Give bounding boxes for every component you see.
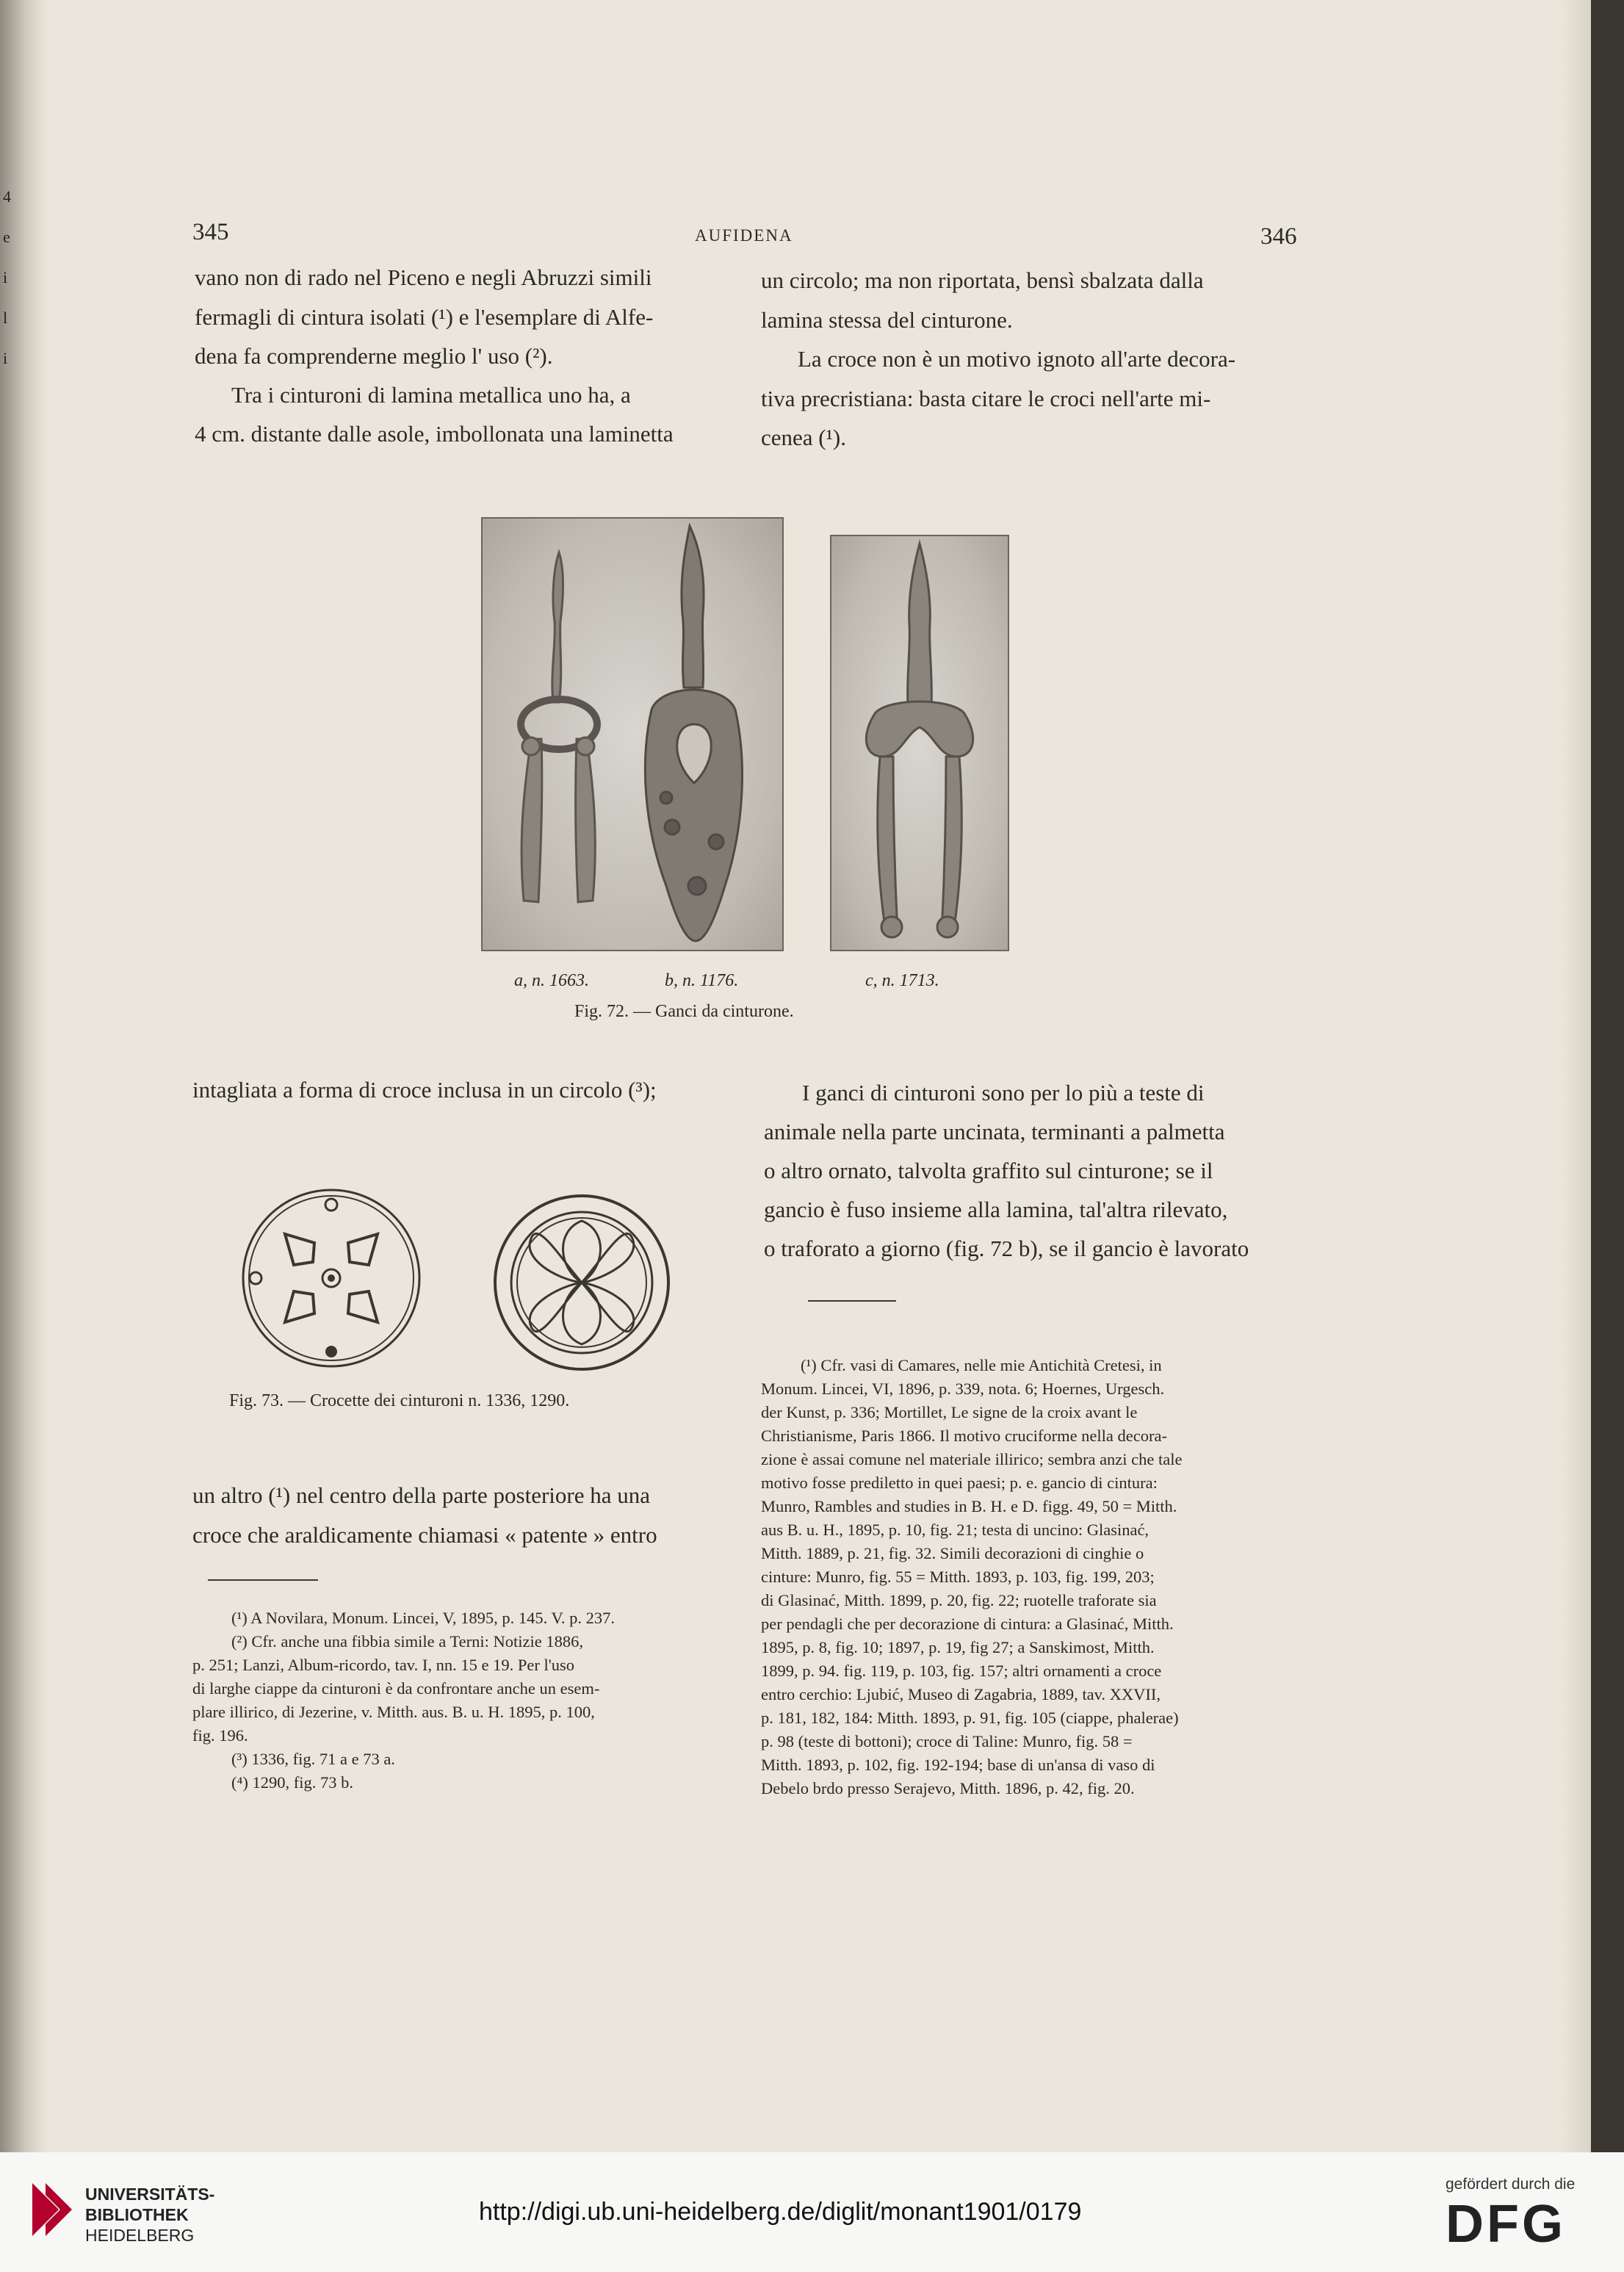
text-line: vano non di rado nel Piceno e negli Abruzzi simili — [195, 264, 652, 290]
footnote-line: entro cerchio: Ljubić, Museo di Zagabria, 1889, tav. XXVII, — [761, 1685, 1161, 1703]
footnote-line: Munro, Rambles and studies in B. H. e D. figg. 49, 50 = Mitth. — [761, 1497, 1177, 1515]
fig72-label-b: b, n. 1176. — [665, 971, 739, 990]
footnote-line: (³) 1336, fig. 71 a e 73 a. — [231, 1750, 395, 1768]
fig73b-cross-disc — [488, 1193, 679, 1377]
footnote-line: (¹) A Novilara, Monum. Lincei, V, 1895, p. 145. V. p. 237. — [231, 1609, 615, 1627]
text-line: 4 cm. distante dalle asole, imbollonata una laminetta — [195, 421, 674, 447]
footnote-line: p. 251; Lanzi, Album-ricordo, tav. I, nn. 15 e 19. Per l'uso — [192, 1656, 575, 1674]
footnote-line: Mitth. 1893, p. 102, fig. 192-194; base di un'ansa di vaso di — [761, 1756, 1155, 1774]
text-line: un circolo; ma non riportata, bensì sbalzata dalla — [761, 267, 1204, 293]
margin-mark: e — [3, 228, 10, 246]
running-title: AUFIDENA — [695, 226, 793, 245]
fig72-photo-c — [830, 535, 1009, 951]
footnote-line: p. 98 (teste di bottoni); croce di Taline: Munro, fig. 58 = — [761, 1732, 1133, 1750]
text-line: fermagli di cintura isolati (¹) e l'esemplare di Alfe- — [195, 304, 654, 330]
funded-by-text: gefördert durch die — [1446, 2176, 1576, 2193]
footnote-line: di Glasinać, Mitth. 1899, p. 20, fig. 22; ruotelle traforate sia — [761, 1591, 1157, 1609]
footnote-line: zione è assai comune nel materiale illirico; sembra anzi che tale — [761, 1450, 1183, 1468]
footnote-line: di larghe ciappe da cinturoni è da confrontare anche un esem- — [192, 1679, 600, 1698]
text-line: dena fa comprenderne meglio l' uso (²). — [195, 343, 553, 369]
margin-mark: i — [3, 349, 8, 367]
library-name-line1: UNIVERSITÄTS- — [85, 2185, 215, 2204]
text-line: gancio è fuso insieme alla lamina, tal'altra rilevato, — [764, 1197, 1228, 1222]
library-name-line2: BIBLIOTHEK — [85, 2205, 189, 2224]
dfg-logo: DFG — [1446, 2195, 1566, 2254]
margin-mark: i — [3, 268, 8, 286]
footnote-line: Debelo brdo presso Serajevo, Mitth. 1896, p. 42, fig. 20. — [761, 1779, 1135, 1797]
fig72-caption: Fig. 72. — Ganci da cinturone. — [574, 1002, 794, 1021]
text-line: tiva precristiana: basta citare le croci nell'arte mi- — [761, 386, 1211, 411]
footnote-line: per pendagli che per decorazione di cintura: a Glasinać, Mitth. — [761, 1615, 1174, 1633]
viewer-footer — [0, 2152, 1624, 2272]
left-margin-marks — [3, 176, 15, 378]
footnote-line: cinture: Munro, fig. 55 = Mitth. 1893, p. 103, fig. 199, 203; — [761, 1568, 1155, 1586]
footnote-line: motivo fosse prediletto in quei paesi; p. e. gancio di cintura: — [761, 1474, 1158, 1492]
footnote-line: fig. 196. — [192, 1726, 248, 1745]
text-line: animale nella parte uncinata, terminanti a palmetta — [764, 1119, 1225, 1144]
footnote-line: Monum. Lincei, VI, 1896, p. 339, nota. 6; Hoernes, Urgesch. — [761, 1380, 1165, 1398]
footnote-line: 1899, p. 94. fig. 119, p. 103, fig. 157; altri ornamenti a croce — [761, 1662, 1162, 1680]
fig72-label-c: c, n. 1713. — [865, 971, 939, 990]
text-line: un altro (¹) nel centro della parte posteriore ha una — [192, 1482, 650, 1508]
text-line: croce che araldicamente chiamasi « patente » entro — [192, 1522, 657, 1548]
footnote-line: 1895, p. 8, fig. 10; 1897, p. 19, fig 27; a Sanskimost, Mitth. — [761, 1638, 1155, 1656]
fig73-caption: Fig. 73. — Crocette dei cinturoni n. 1336, 1290. — [229, 1391, 570, 1410]
footnote-line: aus B. u. H., 1895, p. 10, fig. 21; testa di uncino: Glasinać, — [761, 1521, 1150, 1539]
page-number-left: 345 — [192, 219, 229, 245]
belt-hook-c-illustration — [831, 536, 1008, 950]
footnote-line: (²) Cfr. anche una fibbia simile a Terni: Notizie 1886, — [231, 1632, 583, 1651]
footnote-line: Mitth. 1889, p. 21, fig. 32. Simili decorazioni di cinghie o — [761, 1544, 1144, 1562]
margin-mark: l — [3, 309, 8, 327]
text-line: I ganci di cinturoni sono per lo più a teste di — [802, 1080, 1205, 1106]
text-line: o traforato a giorno (fig. 72 b), se il gancio è lavorato — [764, 1236, 1249, 1261]
text-line: cenea (¹). — [761, 425, 846, 450]
text-line: o altro ornato, talvolta graffito sul cinturone; se il — [764, 1158, 1213, 1183]
document-url-link[interactable]: http://digi.ub.uni-heidelberg.de/diglit/monant1901/0179 — [479, 2198, 1082, 2226]
footnote-line: der Kunst, p. 336; Mortillet, Le signe de la croix avant le — [761, 1403, 1138, 1421]
belt-hooks-ab-illustration — [483, 519, 782, 950]
scan-right-strip — [1591, 0, 1624, 2152]
footnote-separator — [208, 1579, 318, 1581]
page-right-edge — [1560, 0, 1591, 2152]
text-line: La croce non è un motivo ignoto all'arte decora- — [798, 346, 1236, 372]
footnote-separator — [808, 1300, 896, 1302]
fig72-photo-ab — [481, 517, 784, 951]
footnote-line: (⁴) 1290, fig. 73 b. — [231, 1773, 353, 1792]
text-line: lamina stessa del cinturone. — [761, 307, 1013, 333]
footnote-line: Christianisme, Paris 1866. Il motivo cruciforme nella decora- — [761, 1427, 1167, 1445]
fig72-label-a: a, n. 1663. — [514, 971, 589, 990]
margin-mark: 4 — [3, 187, 11, 206]
library-name-line3: HEIDELBERG — [85, 2226, 195, 2245]
fig73a-cross-disc — [234, 1183, 432, 1374]
university-library-logo-icon — [29, 2180, 75, 2239]
text-line: intagliata a forma di croce inclusa in un circolo (³); — [192, 1077, 657, 1103]
footnote-line: (¹) Cfr. vasi di Camares, nelle mie Antichità Cretesi, in — [801, 1356, 1162, 1374]
text-line: Tra i cinturoni di lamina metallica uno ha, a — [231, 382, 631, 408]
page-number-right: 346 — [1260, 223, 1297, 250]
footnote-line: p. 181, 182, 184: Mitth. 1893, p. 91, fig. 105 (ciappe, phalerae) — [761, 1709, 1179, 1727]
footnote-line: plare illirico, di Jezerine, v. Mitth. aus. B. u. H. 1895, p. 100, — [192, 1703, 595, 1721]
